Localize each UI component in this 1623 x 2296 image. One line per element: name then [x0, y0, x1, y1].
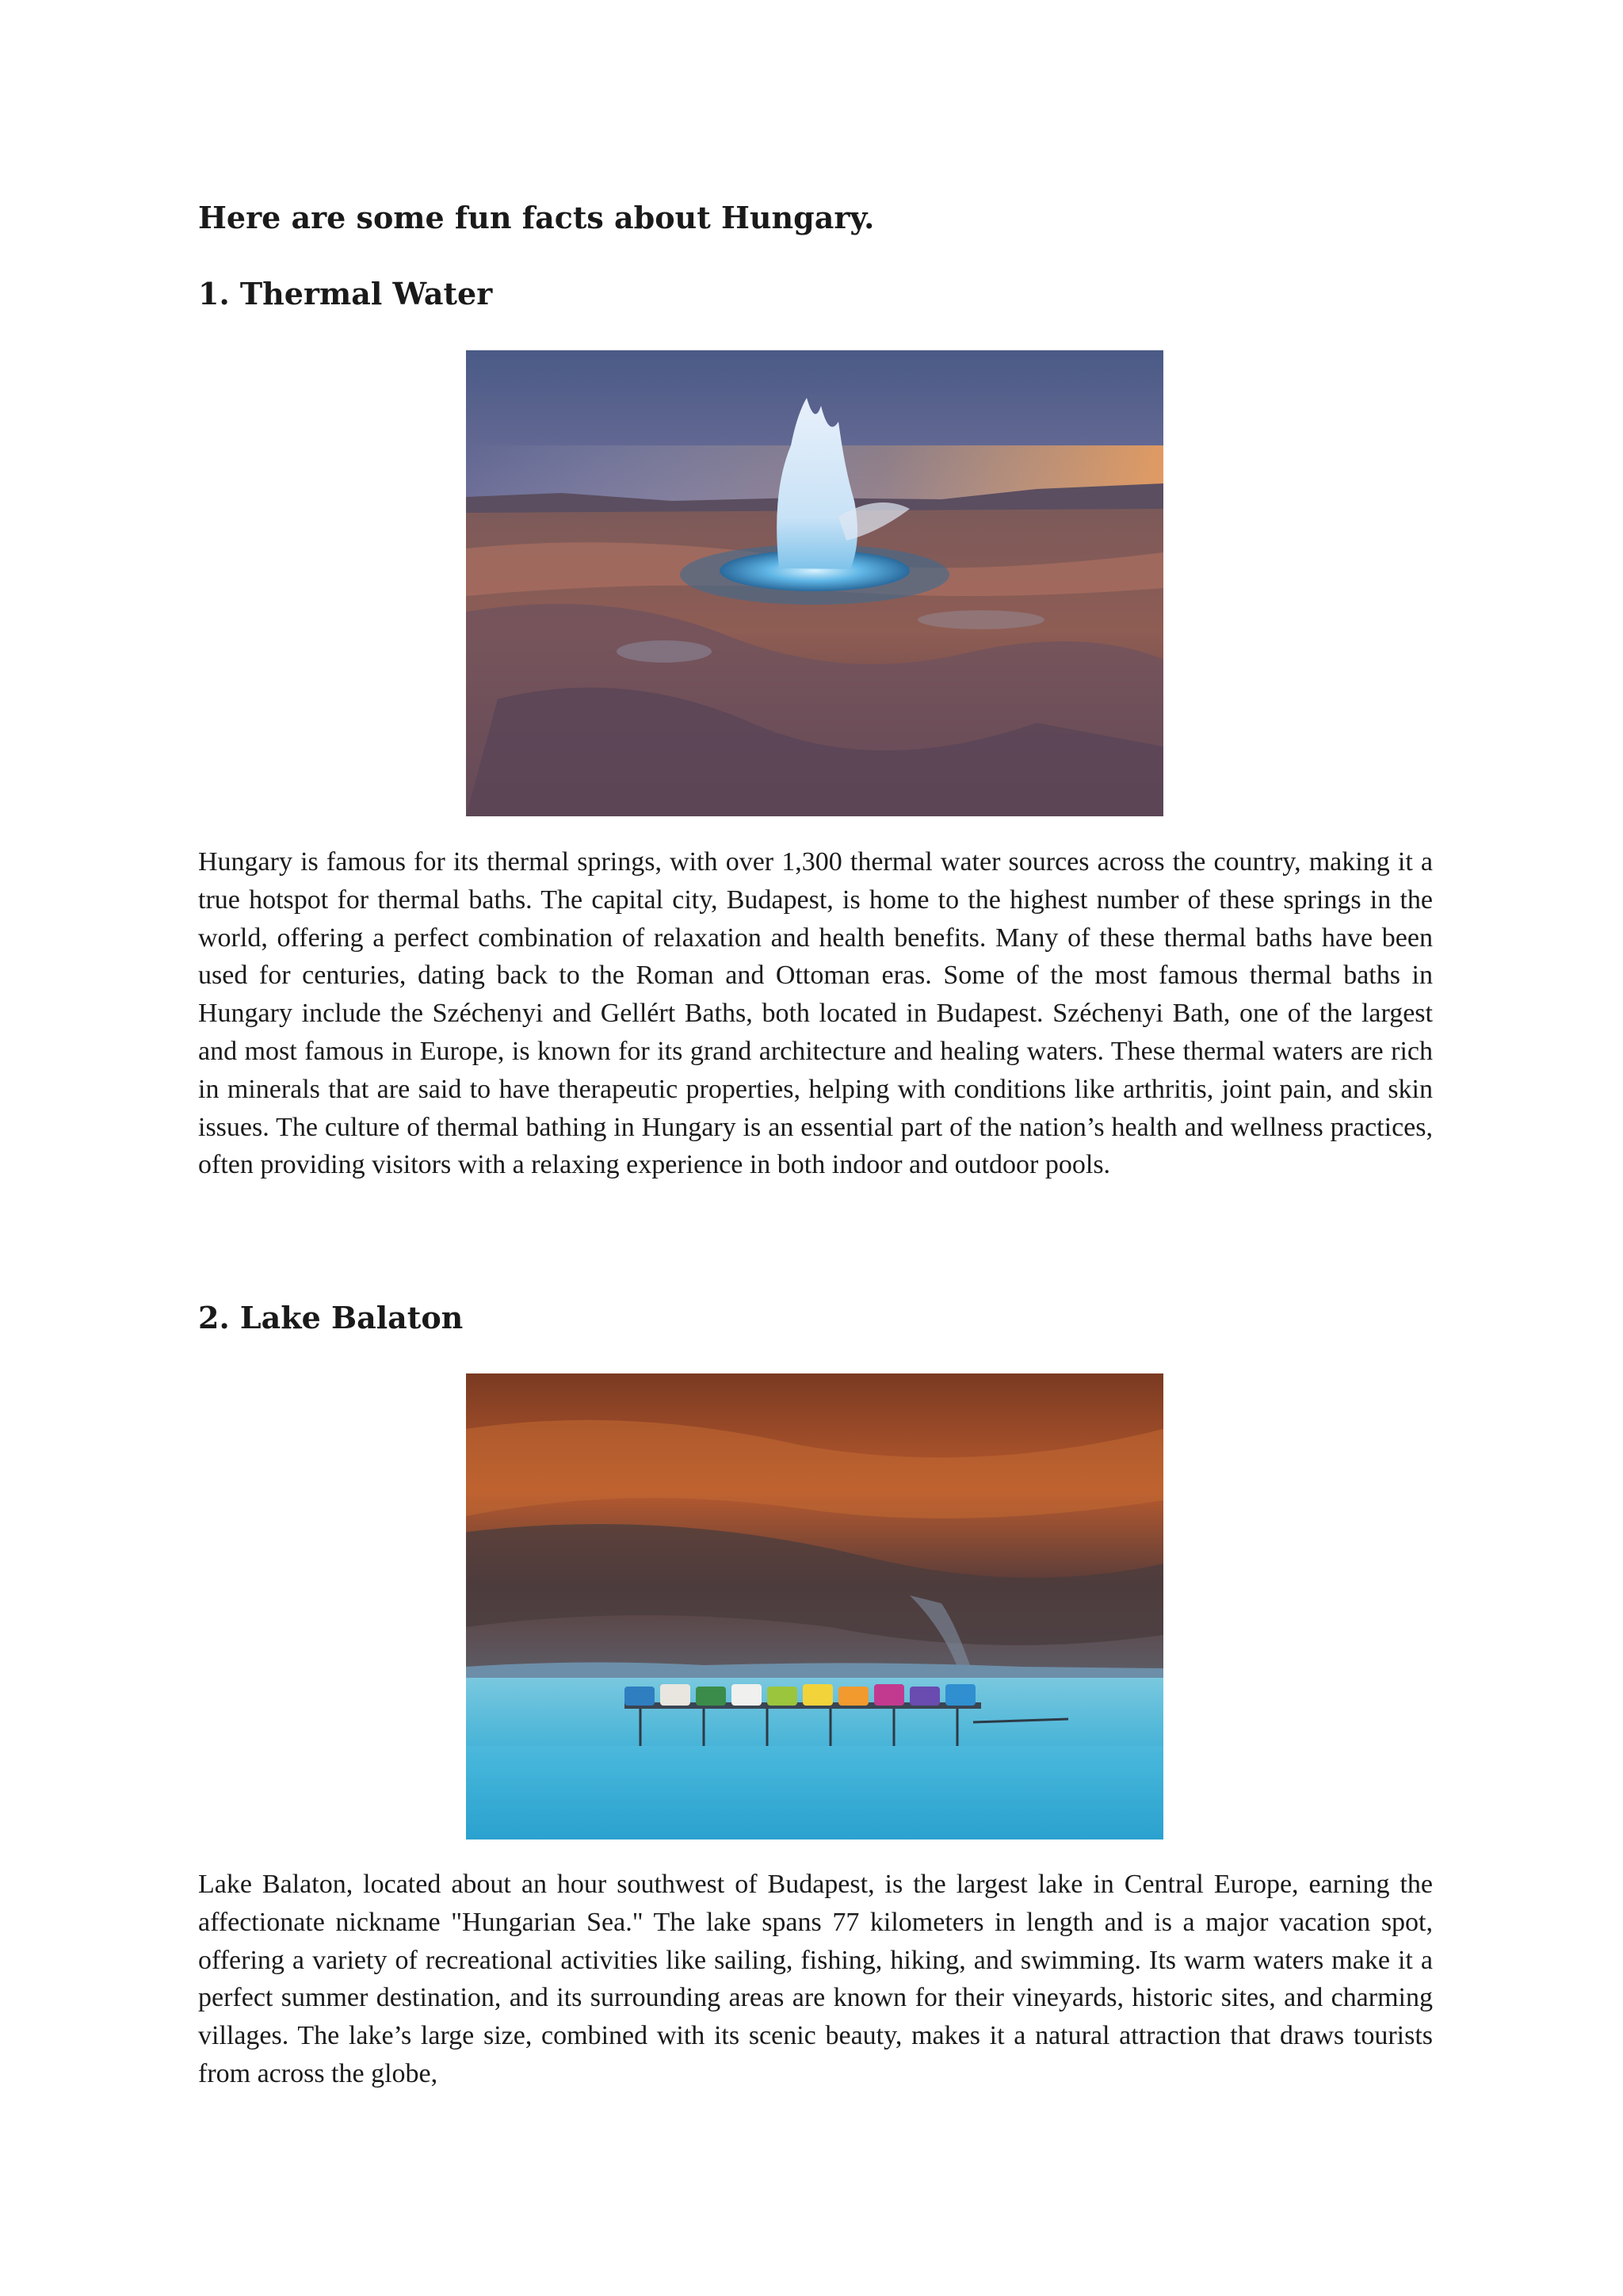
- thermal-water-paragraph: Hungary is famous for its thermal springs, with over 1,300 thermal water sources across the country, making it a true hotspot for thermal baths. The capital city, Budapest, is home to the highest number of these springs in the world, offering a perfect combination of relaxation and health benefits. Many of these thermal baths have been used for centuries, dating back to the Roman and Ottoman eras. Some of the most famous thermal baths in Hungary include the Széchenyi and Gellért Baths, both located in Budapest. Széchenyi Bath, one of the largest and most famous in Europe, is known for its grand architecture and healing waters. These thermal waters are rich in minerals that are said to have therapeutic properties, helping with conditions like arthritis, joint pain, and skin issues. The culture of thermal bathing in Hungary is an essential part of the nation’s health and wellness practices, often providing visitors with a relaxing experience in both indoor and outdoor pools.: [198, 847, 1433, 1180]
- geyser-photo: [466, 350, 1163, 816]
- lake-balaton-photo: [466, 1373, 1163, 1839]
- lake-balaton-paragraph: Lake Balaton, located about an hour southwest of Budapest, is the largest lake in Central Europe, earning the affectionate nickname "Hungarian Sea." The lake spans 77 kilometers in length and is a major vacation spot, offering a variety of recreational activities like sailing, fishing, hiking, and swimming. Its warm waters make it a perfect summer destination, and its surrounding areas are known for their vineyards, historic sites, and charming villages. The lake’s large size, combined with its scenic beauty, makes it a natural attraction that draws tourists from across the globe,: [198, 1870, 1433, 2088]
- section-heading-lake-balaton: 2. Lake Balaton: [198, 1300, 464, 1335]
- intro-heading: Here are some fun facts about Hungary.: [198, 200, 875, 235]
- section-heading-thermal-water: 1. Thermal Water: [198, 276, 493, 311]
